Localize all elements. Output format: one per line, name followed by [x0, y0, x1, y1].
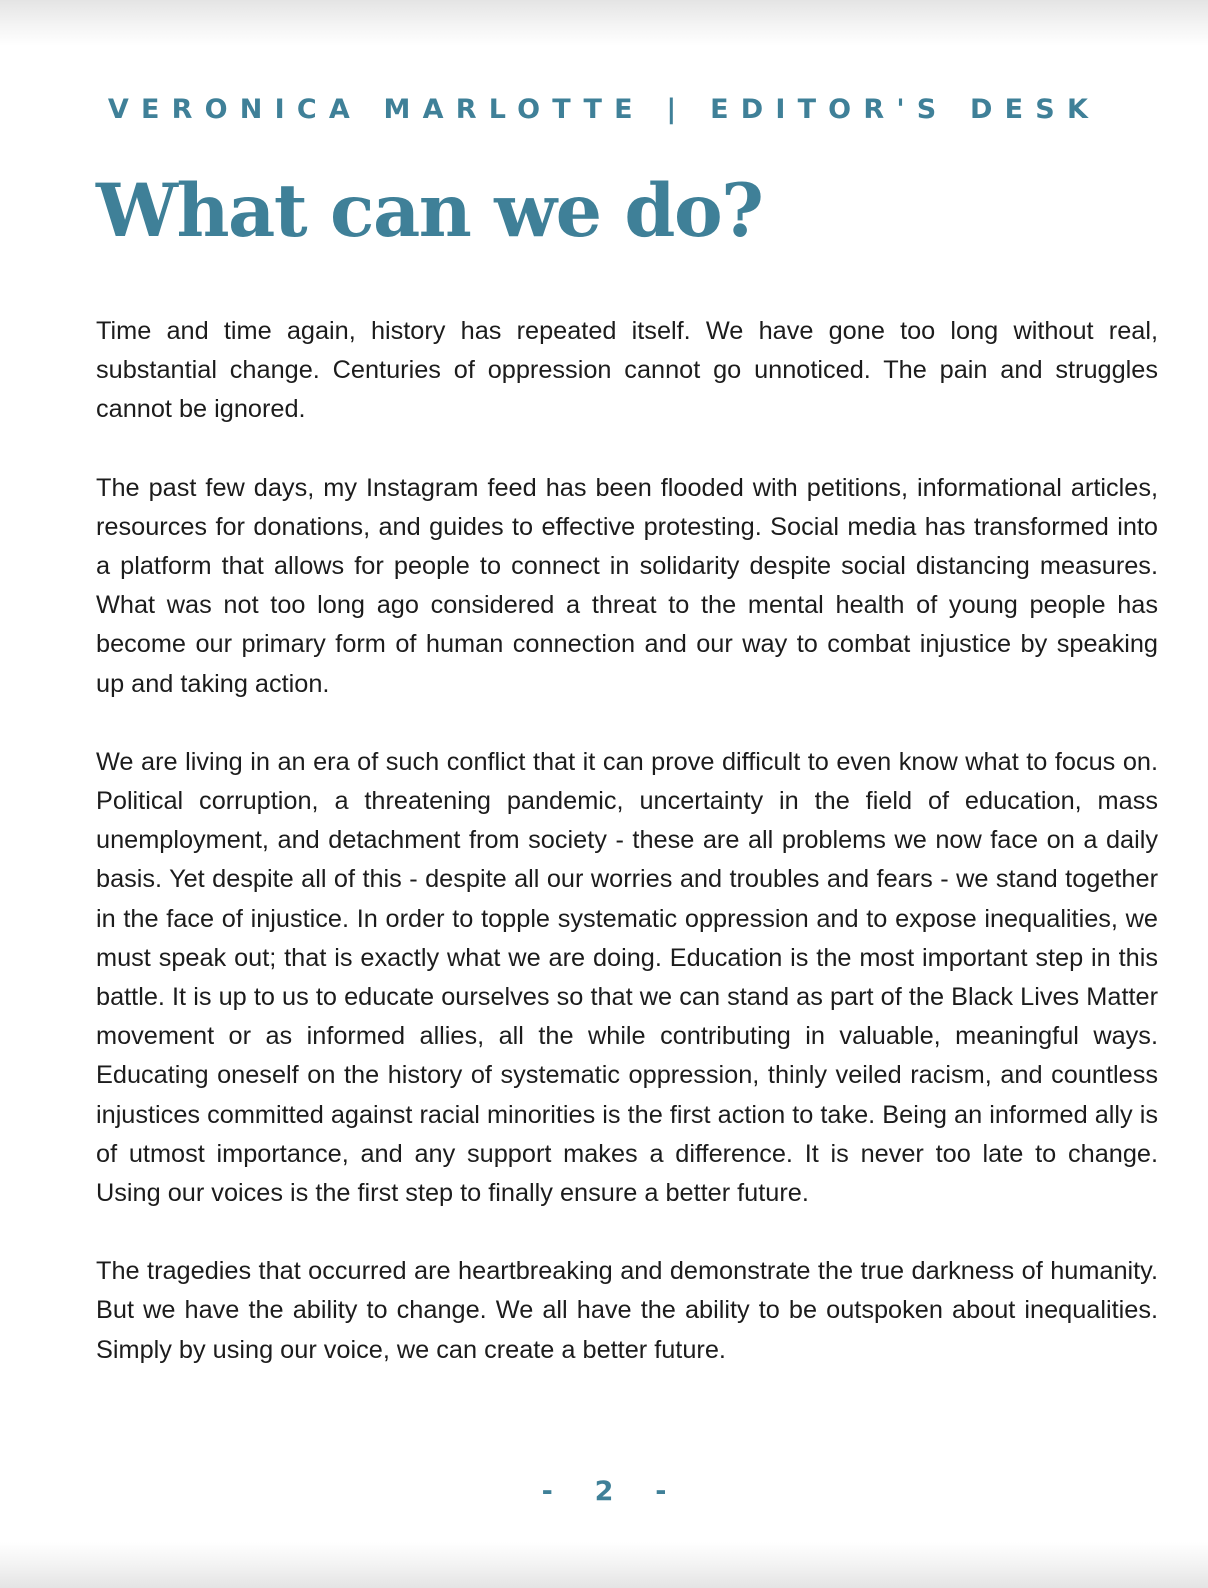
- paragraph-4: The tragedies that occurred are heartbreaking and demonstrate the true darkness of humanity. But we have the ability to change. We all have the ability to be outspoken about inequalities. Simply by using our voice, we can create a better future.: [96, 1257, 1158, 1364]
- footer-dash-right: -: [655, 1476, 667, 1507]
- article-title: What can we do?: [96, 168, 763, 254]
- page-number: 2: [594, 1476, 614, 1507]
- paragraph-3: We are living in an era of such conflict that it can prove difficult to even know what to focus on. Political corruption, a threatening pandemic, uncertainty in the field of education, mass unemployment, and detachment from society - these are all problems we now face on a daily basis. Yet despite all of this - despite all our worries and troubles and fears - we stand together in the face of injustice. In order to topple systematic oppression and to expose inequalities, we must speak out; that is exactly what we are doing. Education is the most important step in this battle. It is up to us to educate ourselves so that we can stand as part of the Black Lives Matter movement or as informed allies, all the while contributing in valuable, meaningful ways. Educating oneself on the history of systematic oppression, thinly veiled racism, and countless injustices committed against racial minorities is the first action to take. Being an informed ally is of utmost importance, and any support makes a difference. It is never too late to change. Using our voices is the first step to finally ensure a better future.: [96, 747, 1158, 1208]
- article-body: [96, 312, 1158, 1409]
- page-shadow-bottom: [0, 1542, 1208, 1588]
- paragraph-2: The past few days, my Instagram feed has been flooded with petitions, informational articles, resources for donations, and guides to effective protesting. Social media has transformed into a platform that allows for people to connect in solidarity despite social distancing measures. What was not too long ago considered a threat to the mental health of young people has become our primary form of human connection and our way to combat injustice by speaking up and taking action.: [96, 473, 1158, 698]
- page-footer: [0, 1476, 1208, 1507]
- page-shadow-top: [0, 0, 1208, 46]
- footer-dash-left: -: [541, 1476, 553, 1507]
- paragraph-1: Time and time again, history has repeated itself. We have gone too long without real, substantial change. Centuries of oppression cannot go unnoticed. The pain and struggles cannot be ignored.: [96, 317, 1158, 424]
- running-head: VERONICA MARLOTTE | EDITOR'S DESK: [107, 94, 1101, 125]
